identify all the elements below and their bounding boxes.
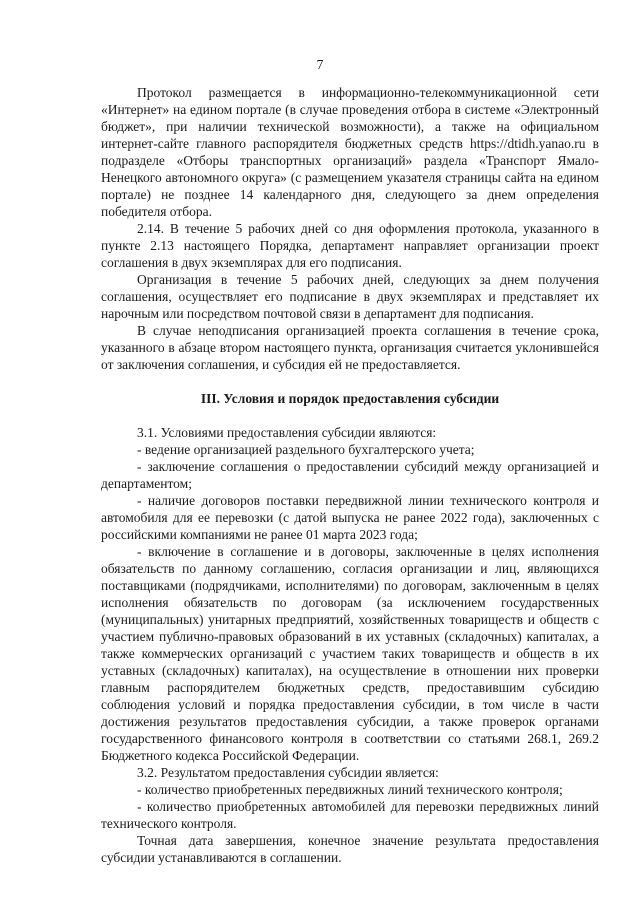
list-item-vehicles-count: - количество приобретенных автомобилей для перевозки передвижных линий технического контроля.	[101, 799, 599, 831]
paragraph-non-signing: В случае неподписания организацией проекта соглашения в течение срока, указанного в абзаце втором настоящего пункта, организация считается уклонившейся от заключения соглашения, и субсидия ей не предоставляется.	[101, 323, 599, 372]
list-item-lines-count: - количество приобретенных передвижных линий технического контроля;	[137, 782, 563, 797]
list-item-supply-contracts: - наличие договоров поставки передвижной линии технического контроля и автомобиля для ее перевозки (с датой выпуска не ранее 2022 года), заключенных с российскими компаниями не ранее 01 марта 2023 года;	[101, 493, 599, 542]
section-heading-iii: III. Условия и порядок предоставления субсидии	[200, 391, 500, 406]
document-body	[101, 84, 599, 866]
paragraph-completion-date: Точная дата завершения, конечное значение результата предоставления субсидии устанавливаются в соглашении.	[101, 833, 599, 865]
list-item-consent-inspection: - включение в соглашение и в договоры, заключенные в целях исполнения обязательств по данному соглашению, согласия организации и лиц, являющихся поставщиками (подрядчиками, исполнителями) по договорам, заключенным в целях исполнения обязательств по договорам (за исключением государственных (муниципальных) унитарных предприятий, хозяйственных товариществ и обществ с участием публично-правовых образований в их уставных (складочных) капиталах, а также коммерческих организаций с участием таких товариществ и обществ в их уставных (складочных) капиталах), на осуществление в отношении них проверки главным распорядителем бюджетных средств, предоставившим субсидию соблюдения условий и порядка предоставления субсидии, в том числе в части достижения результатов предоставления субсидии, а также проверок органами государственного финансового контроля в соответствии со статьями 268.1, 269.2 Бюджетного кодекса Российской Федерации.	[101, 544, 599, 763]
list-item-agreement: - заключение соглашения о предоставлении субсидий между организацией и департаментом;	[101, 459, 599, 491]
list-item-accounting: - ведение организацией раздельного бухгалтерского учета;	[137, 442, 475, 457]
paragraph-3-1: 3.1. Условиями предоставления субсидии являются:	[137, 425, 437, 440]
paragraph-protocol-publication: Протокол размещается в информационно-телекоммуникационной сети «Интернет» на едином портале (в случае проведения отбора в системе «Электронный бюджет», при наличии технической возможности), а также на официальном интернет-сайте главного распорядителя бюджетных средств https://dtidh.yanao.ru в подразделе «Отборы транспортных организаций» раздела «Транспорт Ямало-Ненецкого автономного округа» (с размещением указателя страницы сайта на едином портале) не позднее 14 календарного дня, следующего за днем определения победителя отбора.	[101, 85, 599, 219]
page-number: 7	[316, 57, 324, 72]
paragraph-3-2: 3.2. Результатом предоставления субсидии является:	[137, 765, 439, 780]
paragraph-organization-signing: Организация в течение 5 рабочих дней, следующих за днем получения соглашения, осуществляет его подписание в двух экземплярах и представляет их нарочным или посредством почтовой связи в департамент для подписания.	[101, 272, 599, 321]
paragraph-2-14: 2.14. В течение 5 рабочих дней со дня оформления протокола, указанного в пункте 2.13 настоящего Порядка, департамент направляет организации проект соглашения в двух экземплярах для его подписания.	[101, 221, 599, 270]
